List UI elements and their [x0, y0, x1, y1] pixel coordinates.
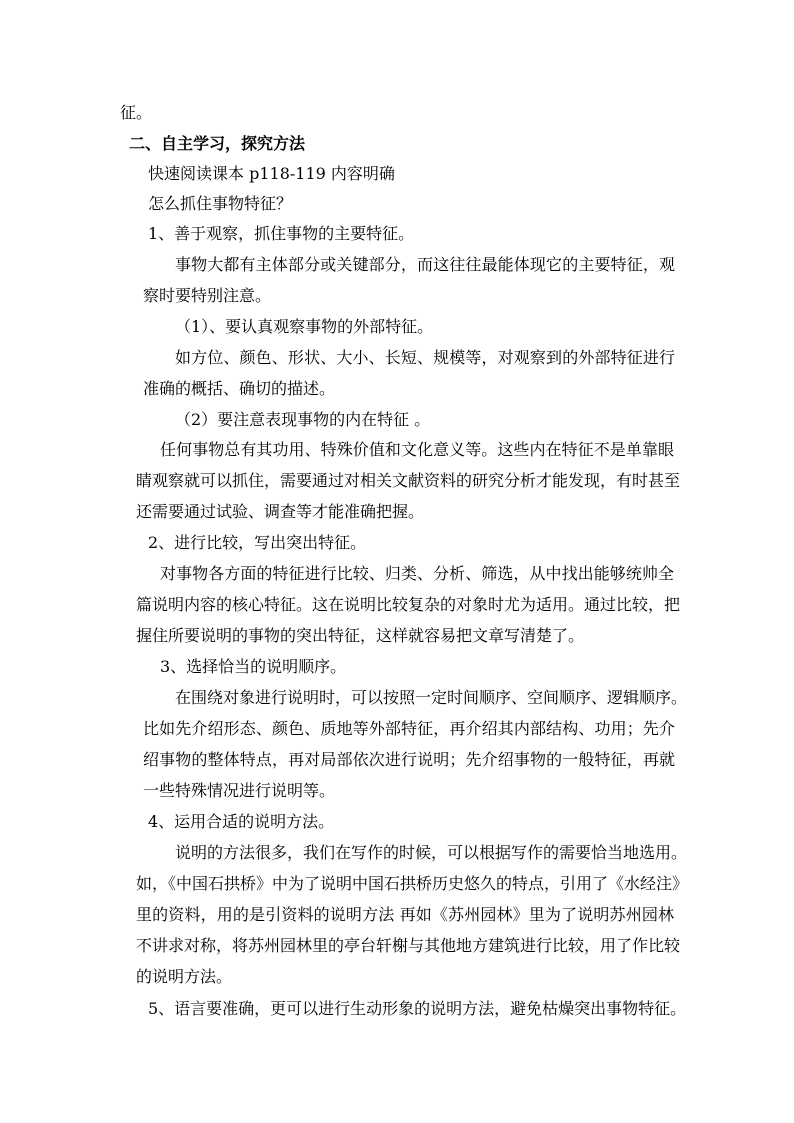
text-line-continuation: 征。	[120, 103, 153, 122]
paragraph-line: 比如先介绍形态、颜色、质地等外部特征，再介绍其内部结构、功用；先介	[143, 719, 675, 738]
sub-item-heading: （2）要注意表现事物的内在特征 。	[175, 410, 431, 429]
paragraph-line: 任何事物总有其功用、特殊价值和文化意义等。这些内在特征不是单靠眼	[160, 440, 674, 459]
paragraph-line: 如，《中国石拱桥》中为了说明中国石拱桥历史悠久的特点，引用了《水经注》	[136, 874, 689, 893]
paragraph-line: 篇说明内容的核心特征。这在说明比较复杂的对象时尤为适用。通过比较，把	[136, 595, 681, 614]
paragraph-line: 睛观察就可以抓住，需要通过对相关文献资料的研究分析才能发现，有时甚至	[136, 471, 681, 490]
list-item-heading: 4、运用合适的说明方法。	[148, 812, 335, 831]
text-line: 怎么抓住事物特征？	[148, 194, 293, 213]
paragraph-line: 察时要特别注意。	[143, 286, 272, 305]
list-item-heading: 2、进行比较，写出突出特征。	[148, 533, 367, 552]
paragraph-line: 里的资料，用的是引资料的说明方法 再如《苏州园林》里为了说明苏州园林	[136, 905, 674, 924]
paragraph-line: 如方位、颜色、形状、大小、长短、规模等，对观察到的外部特征进行	[175, 348, 675, 367]
paragraph-line: 准确的概括、确切的描述。	[143, 379, 336, 398]
list-item-heading: 1、善于观察，抓住事物的主要特征。	[148, 224, 415, 243]
section-heading: 二、自主学习，探究方法	[129, 134, 306, 153]
paragraph-line: 握住所要说明的事物的突出特征，这样就容易把文章写清楚了。	[136, 626, 585, 645]
paragraph-line: 对事物各方面的特征进行比较、归类、分析、筛选，从中找出能够统帅全	[160, 564, 674, 583]
paragraph-line: 在围绕对象进行说明时，可以按照一定时间顺序、空间顺序、逻辑顺序。	[175, 688, 688, 707]
paragraph-line: 一些特殊情况进行说明等。	[143, 781, 336, 800]
paragraph-line: 不讲求对称，将苏州园林里的亭台轩榭与其他地方建筑进行比较，用了作比较	[136, 936, 681, 955]
paragraph-line: 绍事物的整体特点，再对局部依次进行说明；先介绍事物的一般特征，再就	[143, 750, 675, 769]
paragraph-line: 说明的方法很多，我们在写作的时候，可以根据写作的需要恰当地选用。	[175, 843, 688, 862]
sub-item-heading: （1）、要认真观察事物的外部特征。	[175, 317, 434, 336]
paragraph-line: 事物大都有主体部分或关键部分，而这往往最能体现它的主要特征，观	[175, 255, 675, 274]
list-item-heading: 3、选择恰当的说明顺序。	[160, 657, 347, 676]
paragraph-line: 还需要通过试验、调查等才能准确把握。	[136, 502, 425, 521]
text-line: 快速阅读课本 p118-119 内容明确	[148, 164, 395, 183]
list-item-heading: 5、语言要准确，更可以进行生动形象的说明方法，避免枯燥突出事物特征。	[148, 999, 687, 1018]
paragraph-line: 的说明方法。	[136, 967, 233, 986]
